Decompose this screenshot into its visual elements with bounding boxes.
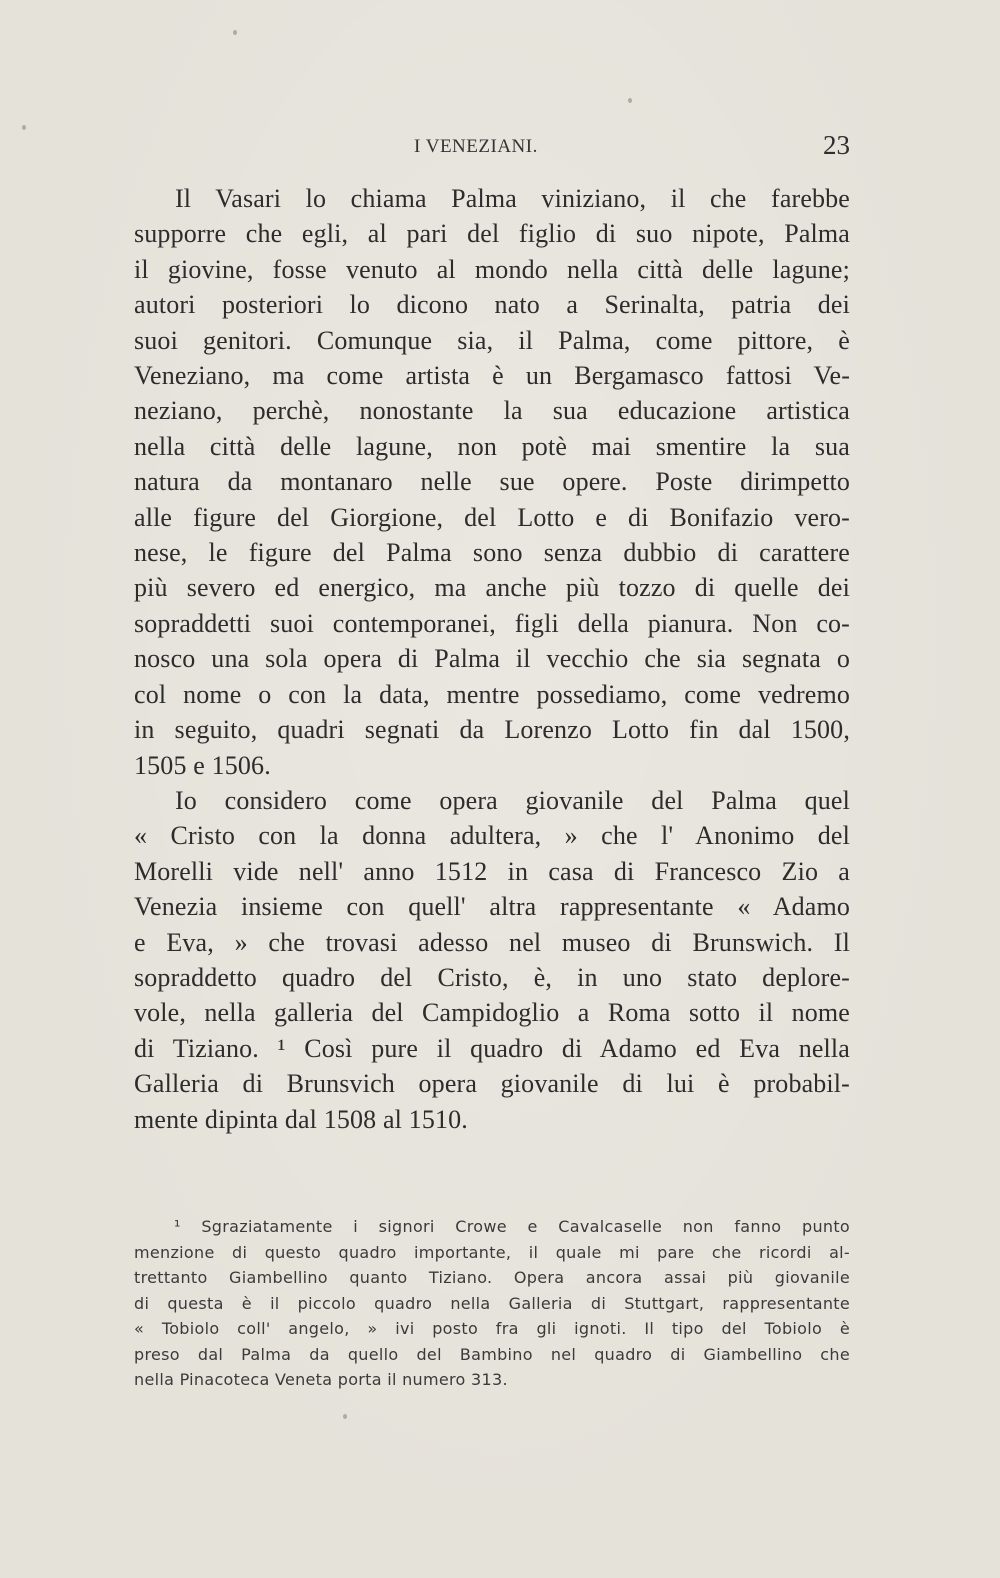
text-line: « Cristo con la donna adultera, » che l' Anonimo del — [134, 821, 850, 851]
text-line: mente dipinta dal 1508 al 1510. — [134, 1104, 468, 1134]
footnote-line: nella Pinacoteca Veneta porta il numero 313. — [134, 1370, 508, 1389]
text-line: più severo ed energico, ma anche più tozzo di quelle dei — [134, 573, 850, 603]
footnote-line: « Tobiolo coll' angelo, » ivi posto fra gli ignoti. Il tipo del Tobiolo è — [134, 1319, 850, 1338]
text-line: di Tiziano. ¹ Così pure il quadro di Adamo ed Eva nella — [134, 1033, 850, 1063]
footnote-line: trettanto Giambellino quanto Tiziano. Opera ancora assai più giovanile — [134, 1268, 850, 1287]
text-line: sopraddetto quadro del Cristo, è, in uno stato deplore- — [134, 962, 850, 992]
text-line: vole, nella galleria del Campidoglio a Roma sotto il nome — [134, 998, 850, 1028]
text-line: il giovine, fosse venuto al mondo nella città delle lagune; — [134, 254, 850, 284]
text-line: suoi genitori. Comunque sia, il Palma, come pittore, è — [134, 325, 850, 355]
page-number: 23 — [823, 130, 850, 160]
text-line: sopraddetti suoi contemporanei, figli della pianura. Non co- — [134, 608, 850, 638]
footnote-line: di questa è il piccolo quadro nella Galleria di Stuttgart, rappresentante — [134, 1293, 850, 1313]
paper-speck — [628, 98, 632, 103]
text-line: Il Vasari lo chiama Palma viniziano, il che farebbe — [175, 184, 850, 213]
text-line: col nome o con la data, mentre possediamo, come vedremo — [134, 679, 850, 709]
paper-speck — [343, 1414, 347, 1419]
main-text — [134, 181, 850, 1137]
running-title: I VENEZIANI. — [414, 136, 538, 157]
running-header — [134, 130, 850, 166]
paragraph-1 — [134, 181, 850, 783]
text-line: e Eva, » che trovasi adesso nel museo di Brunswich. Il — [134, 927, 850, 957]
text-line: Io considero come opera giovanile del Palma quel — [175, 785, 850, 815]
paper-speck — [233, 30, 237, 35]
footnote-1 — [134, 1214, 850, 1393]
text-line: nosco una sola opera di Palma il vecchio che sia segnata o — [134, 644, 850, 674]
footnote-line: ¹ Sgraziatamente i signori Crowe e Cavalcaselle non fanno punto — [174, 1217, 850, 1236]
text-line: neziano, perchè, nonostante la sua educazione artistica — [134, 396, 850, 426]
text-line: 1505 e 1506. — [134, 750, 271, 780]
text-line: supporre che egli, al pari del figlio di suo nipote, Palma — [134, 219, 850, 249]
paragraph-2 — [134, 783, 850, 1137]
text-line: Morelli vide nell' anno 1512 in casa di Francesco Zio a — [134, 856, 850, 886]
text-line: autori posteriori lo dicono nato a Serinalta, patria dei — [134, 290, 850, 320]
text-line: alle figure del Giorgione, del Lotto e di Bonifazio vero- — [134, 502, 850, 532]
text-line: nese, le figure del Palma sono senza dubbio di carattere — [134, 538, 850, 568]
text-line: natura da montanaro nelle sue opere. Poste dirimpetto — [134, 467, 850, 497]
footnote-line: preso dal Palma da quello del Bambino nel quadro di Giambellino che — [134, 1344, 850, 1364]
text-line: nella città delle lagune, non potè mai smentire la sua — [134, 431, 850, 461]
text-line: in seguito, quadri segnati da Lorenzo Lotto fin dal 1500, — [134, 715, 850, 745]
footnote-block — [134, 1214, 850, 1393]
text-line: Galleria di Brunsvich opera giovanile di lui è probabil- — [134, 1069, 850, 1099]
paper-speck — [22, 125, 26, 130]
footnote-line: menzione di questo quadro importante, il quale mi pare che ricordi al- — [134, 1242, 850, 1262]
text-line: Venezia insieme con quell' altra rappresentante « Adamo — [134, 892, 850, 922]
text-line: Veneziano, ma come artista è un Bergamasco fattosi Ve- — [134, 361, 850, 391]
